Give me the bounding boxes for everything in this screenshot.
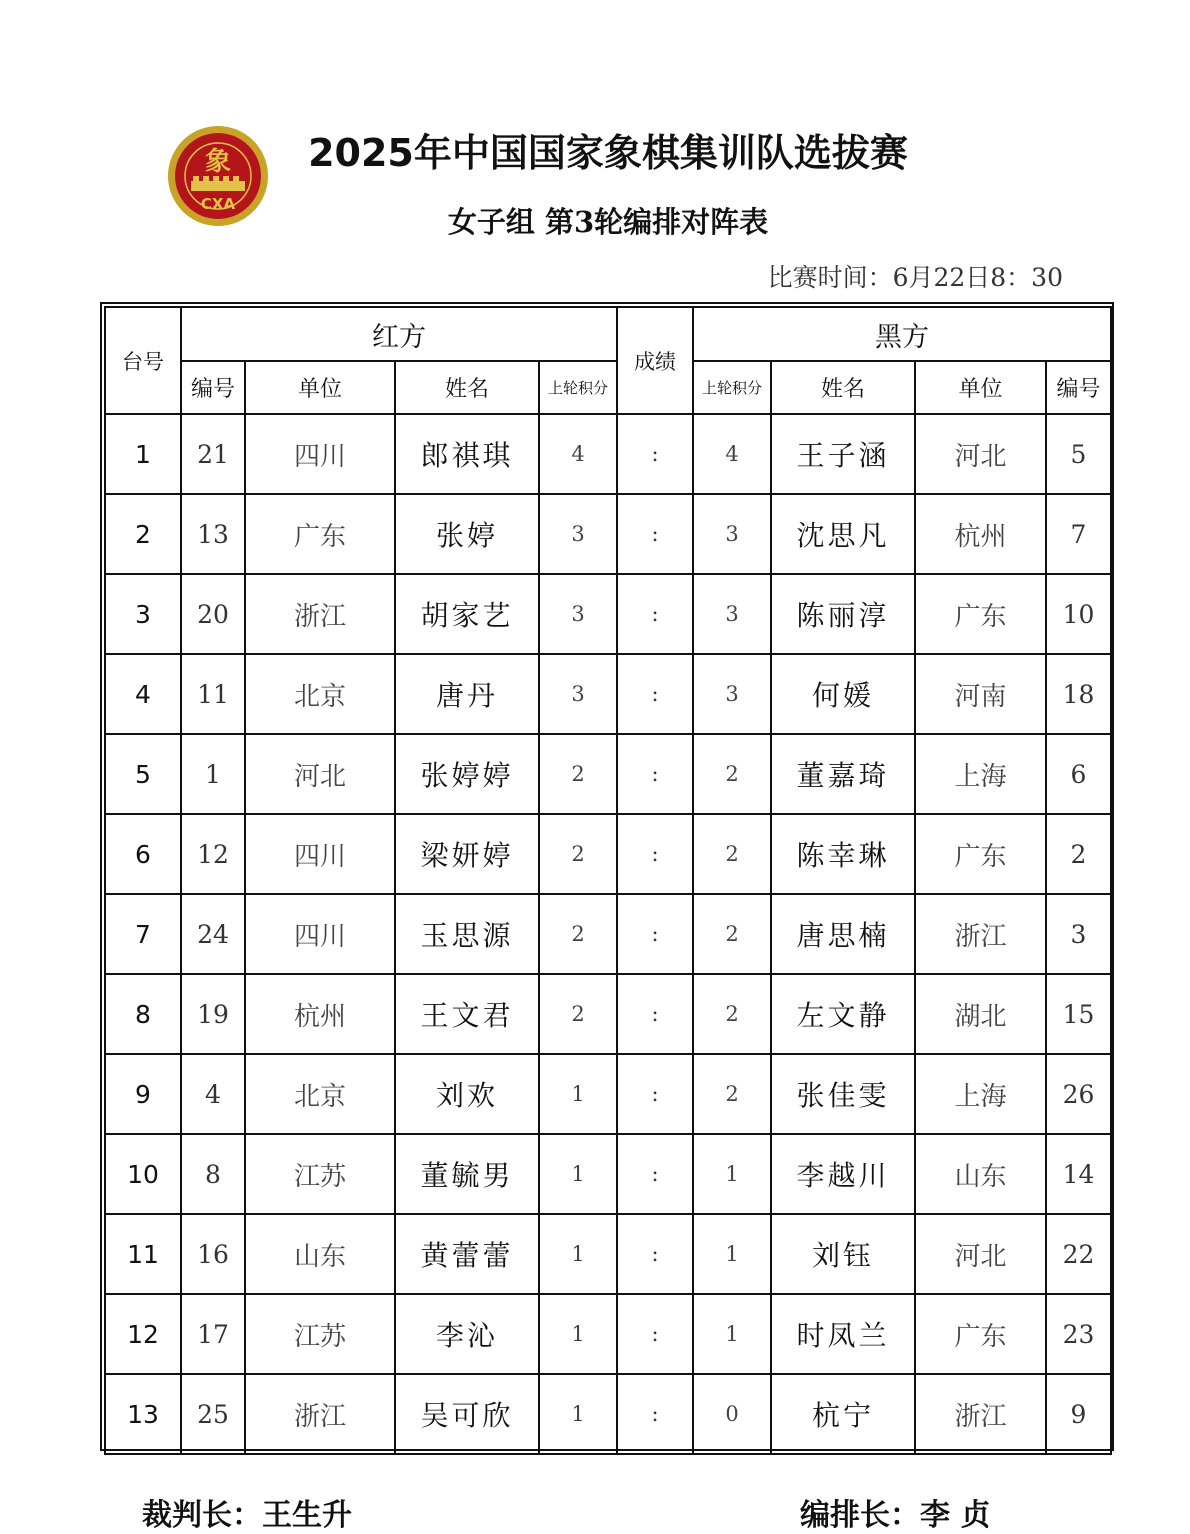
result-cell: : <box>617 1214 693 1294</box>
result-cell: : <box>617 814 693 894</box>
red-player-name: 黄蕾蕾 <box>395 1214 539 1294</box>
red-player-unit: 四川 <box>245 894 395 974</box>
black-unit-header: 单位 <box>915 361 1046 414</box>
page-title: 2025年中国国家象棋集训队选拔赛 <box>308 131 908 175</box>
black-no-header: 编号 <box>1046 361 1111 414</box>
red-player-no: 13 <box>181 494 245 574</box>
table-row <box>105 814 1111 894</box>
black-player-unit: 湖北 <box>915 974 1046 1054</box>
black-player-name: 陈幸琳 <box>771 814 915 894</box>
red-player-no: 16 <box>181 1214 245 1294</box>
red-player-name: 郎祺琪 <box>395 414 539 494</box>
red-player-points: 1 <box>539 1054 617 1134</box>
red-player-name: 梁妍婷 <box>395 814 539 894</box>
table-row <box>105 894 1111 974</box>
red-player-name: 胡家艺 <box>395 574 539 654</box>
red-player-no: 19 <box>181 974 245 1054</box>
board-header: 台号 <box>105 307 181 414</box>
red-player-unit: 江苏 <box>245 1294 395 1374</box>
match-time: 比赛时间：6月22日8：30 <box>767 263 1063 292</box>
red-player-no: 21 <box>181 414 245 494</box>
black-player-name: 左文静 <box>771 974 915 1054</box>
black-player-points: 1 <box>693 1294 771 1374</box>
black-player-points: 3 <box>693 654 771 734</box>
red-player-points: 2 <box>539 894 617 974</box>
black-player-points: 2 <box>693 1054 771 1134</box>
black-player-no: 2 <box>1046 814 1111 894</box>
chief-arbiter: 编排长：李 贞 <box>800 1498 991 1533</box>
result-cell: : <box>617 1374 693 1454</box>
red-player-points: 1 <box>539 1294 617 1374</box>
pairing-table <box>104 306 1112 1455</box>
red-player-name: 唐丹 <box>395 654 539 734</box>
table-row <box>105 974 1111 1054</box>
black-player-name: 杭宁 <box>771 1374 915 1454</box>
red-unit-header: 单位 <box>245 361 395 414</box>
red-player-unit: 北京 <box>245 1054 395 1134</box>
red-player-name: 吴可欣 <box>395 1374 539 1454</box>
result-cell: : <box>617 574 693 654</box>
black-player-unit: 广东 <box>915 1294 1046 1374</box>
black-player-unit: 上海 <box>915 734 1046 814</box>
board-number: 11 <box>105 1214 181 1294</box>
red-player-unit: 四川 <box>245 414 395 494</box>
red-player-name: 刘欢 <box>395 1054 539 1134</box>
red-player-unit: 杭州 <box>245 974 395 1054</box>
red-player-points: 2 <box>539 814 617 894</box>
red-player-unit: 河北 <box>245 734 395 814</box>
black-player-name: 唐思楠 <box>771 894 915 974</box>
black-side-header: 黑方 <box>693 307 1111 361</box>
result-cell: : <box>617 1134 693 1214</box>
black-pts-header: 上轮积分 <box>693 361 771 414</box>
red-player-unit: 浙江 <box>245 574 395 654</box>
black-player-no: 7 <box>1046 494 1111 574</box>
board-number: 9 <box>105 1054 181 1134</box>
black-player-no: 22 <box>1046 1214 1111 1294</box>
black-player-no: 6 <box>1046 734 1111 814</box>
black-player-name: 王子涵 <box>771 414 915 494</box>
black-player-no: 9 <box>1046 1374 1111 1454</box>
result-cell: : <box>617 1294 693 1374</box>
red-pts-header: 上轮积分 <box>539 361 617 414</box>
red-player-unit: 广东 <box>245 494 395 574</box>
board-number: 2 <box>105 494 181 574</box>
black-player-unit: 河南 <box>915 654 1046 734</box>
red-player-points: 3 <box>539 574 617 654</box>
black-player-name: 时凤兰 <box>771 1294 915 1374</box>
black-player-no: 5 <box>1046 414 1111 494</box>
result-cell: : <box>617 1054 693 1134</box>
black-player-name: 沈思凡 <box>771 494 915 574</box>
black-player-points: 1 <box>693 1134 771 1214</box>
black-player-name: 董嘉琦 <box>771 734 915 814</box>
board-number: 10 <box>105 1134 181 1214</box>
black-player-name: 李越川 <box>771 1134 915 1214</box>
red-player-name: 王文君 <box>395 974 539 1054</box>
black-player-name: 陈丽淳 <box>771 574 915 654</box>
red-player-name: 李沁 <box>395 1294 539 1374</box>
red-player-name: 玉思源 <box>395 894 539 974</box>
red-player-name: 张婷婷 <box>395 734 539 814</box>
black-player-points: 2 <box>693 894 771 974</box>
board-number: 13 <box>105 1374 181 1454</box>
red-player-points: 2 <box>539 974 617 1054</box>
board-number: 4 <box>105 654 181 734</box>
black-name-header: 姓名 <box>771 361 915 414</box>
black-player-name: 张佳雯 <box>771 1054 915 1134</box>
red-player-unit: 浙江 <box>245 1374 395 1454</box>
board-number: 6 <box>105 814 181 894</box>
table-row <box>105 1374 1111 1454</box>
board-number: 1 <box>105 414 181 494</box>
red-name-header: 姓名 <box>395 361 539 414</box>
red-player-no: 12 <box>181 814 245 894</box>
table-row <box>105 1134 1111 1214</box>
red-player-points: 2 <box>539 734 617 814</box>
black-player-no: 23 <box>1046 1294 1111 1374</box>
red-player-unit: 四川 <box>245 814 395 894</box>
black-player-unit: 浙江 <box>915 1374 1046 1454</box>
table-row <box>105 1054 1111 1134</box>
red-side-header: 红方 <box>181 307 617 361</box>
black-player-unit: 上海 <box>915 1054 1046 1134</box>
red-player-no: 4 <box>181 1054 245 1134</box>
result-header: 成绩 <box>617 307 693 414</box>
board-number: 5 <box>105 734 181 814</box>
red-player-points: 1 <box>539 1374 617 1454</box>
chief-referee: 裁判长：王生升 <box>142 1498 352 1533</box>
red-player-points: 3 <box>539 654 617 734</box>
result-cell: : <box>617 414 693 494</box>
black-player-points: 3 <box>693 574 771 654</box>
black-player-name: 刘钰 <box>771 1214 915 1294</box>
red-player-points: 1 <box>539 1134 617 1214</box>
result-cell: : <box>617 494 693 574</box>
black-player-unit: 广东 <box>915 814 1046 894</box>
table-row <box>105 574 1111 654</box>
result-cell: : <box>617 894 693 974</box>
black-player-unit: 杭州 <box>915 494 1046 574</box>
red-player-no: 17 <box>181 1294 245 1374</box>
red-player-name: 张婷 <box>395 494 539 574</box>
black-player-no: 26 <box>1046 1054 1111 1134</box>
black-player-points: 2 <box>693 734 771 814</box>
red-player-no: 8 <box>181 1134 245 1214</box>
red-player-name: 董毓男 <box>395 1134 539 1214</box>
black-player-unit: 浙江 <box>915 894 1046 974</box>
page-subtitle: 女子组 第3轮编排对阵表 <box>447 205 769 239</box>
black-player-points: 2 <box>693 974 771 1054</box>
black-player-unit: 河北 <box>915 1214 1046 1294</box>
board-number: 3 <box>105 574 181 654</box>
table-row <box>105 1294 1111 1374</box>
result-cell: : <box>617 734 693 814</box>
logo-glyph: 象 <box>204 147 232 177</box>
black-player-no: 14 <box>1046 1134 1111 1214</box>
board-number: 12 <box>105 1294 181 1374</box>
red-no-header: 编号 <box>181 361 245 414</box>
black-player-points: 4 <box>693 414 771 494</box>
red-player-points: 1 <box>539 1214 617 1294</box>
black-player-no: 15 <box>1046 974 1111 1054</box>
black-player-points: 2 <box>693 814 771 894</box>
black-player-unit: 河北 <box>915 414 1046 494</box>
result-cell: : <box>617 974 693 1054</box>
black-player-points: 3 <box>693 494 771 574</box>
table-row <box>105 734 1111 814</box>
black-player-no: 10 <box>1046 574 1111 654</box>
board-number: 8 <box>105 974 181 1054</box>
table-row <box>105 654 1111 734</box>
table-row <box>105 414 1111 494</box>
red-player-unit: 江苏 <box>245 1134 395 1214</box>
red-player-no: 25 <box>181 1374 245 1454</box>
red-player-no: 11 <box>181 654 245 734</box>
red-player-points: 3 <box>539 494 617 574</box>
table-row <box>105 494 1111 574</box>
red-player-unit: 北京 <box>245 654 395 734</box>
black-player-name: 何媛 <box>771 654 915 734</box>
result-cell: : <box>617 654 693 734</box>
table-row <box>105 1214 1111 1294</box>
red-player-no: 20 <box>181 574 245 654</box>
black-player-points: 1 <box>693 1214 771 1294</box>
board-number: 7 <box>105 894 181 974</box>
red-player-no: 1 <box>181 734 245 814</box>
black-player-unit: 山东 <box>915 1134 1046 1214</box>
black-player-points: 0 <box>693 1374 771 1454</box>
red-player-no: 24 <box>181 894 245 974</box>
black-player-no: 3 <box>1046 894 1111 974</box>
logo-text: CXA <box>200 195 236 213</box>
black-player-unit: 广东 <box>915 574 1046 654</box>
red-player-points: 4 <box>539 414 617 494</box>
red-player-unit: 山东 <box>245 1214 395 1294</box>
black-player-no: 18 <box>1046 654 1111 734</box>
